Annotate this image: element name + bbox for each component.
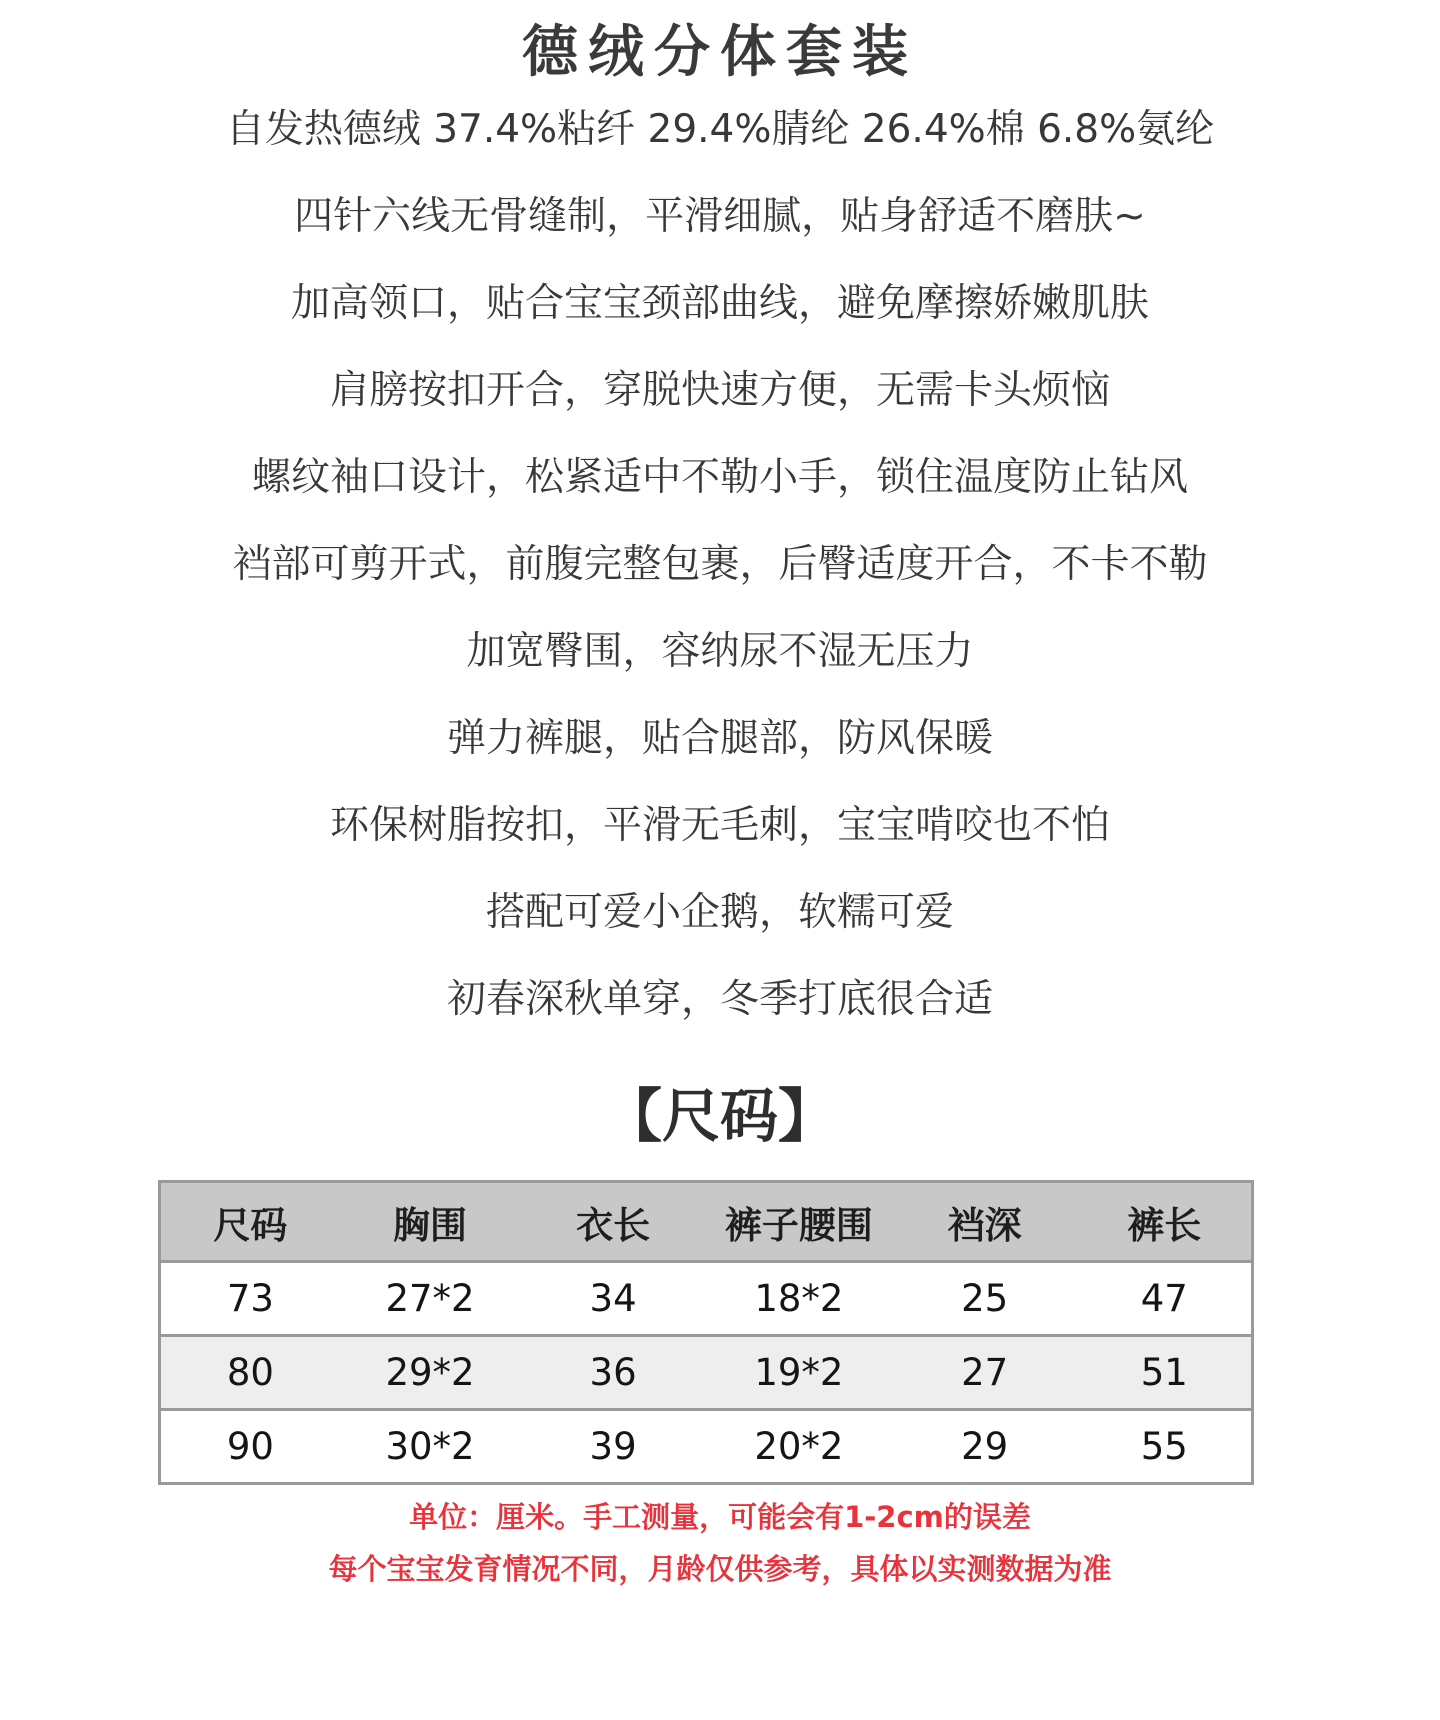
feature-item: 初春深秋单穿，冬季打底很合适 (446, 977, 993, 1022)
table-cell: 55 (1140, 1425, 1188, 1468)
column-header-waist: 裤子腰围 (724, 1203, 873, 1247)
feature-item: 环保树脂按扣，平滑无毛刺，宝宝啃咬也不怕 (329, 803, 1110, 848)
table-cell: 27*2 (385, 1277, 475, 1320)
table-cell: 27 (961, 1351, 1009, 1394)
table-cell: 20*2 (754, 1425, 844, 1468)
table-cell: 19*2 (754, 1351, 844, 1394)
column-header-pants-length: 裤长 (1127, 1203, 1202, 1247)
table-cell: 29 (961, 1425, 1009, 1468)
feature-item: 螺纹袖口设计，松紧适中不勒小手，锁住温度防止钻风 (251, 455, 1188, 500)
feature-item: 裆部可剪开式，前腹完整包裹，后臀适度开合，不卡不勒 (232, 542, 1208, 587)
table-cell: 34 (589, 1277, 637, 1320)
table-cell: 25 (961, 1277, 1009, 1320)
size-heading: 【尺码】 (603, 1082, 836, 1150)
feature-item: 肩膀按扣开合，穿脱快速方便，无需卡头烦恼 (329, 368, 1110, 413)
size-table (158, 1180, 1254, 1485)
table-cell: 18*2 (754, 1277, 844, 1320)
column-header-length: 衣长 (576, 1203, 651, 1247)
feature-item: 四针六线无骨缝制，平滑细腻，贴身舒适不磨肤~ (294, 194, 1146, 239)
feature-list (0, 98, 1440, 1055)
table-row (160, 1410, 1253, 1484)
table-cell: 47 (1140, 1277, 1188, 1320)
table-cell: 73 (226, 1277, 274, 1320)
table-header-row (160, 1182, 1253, 1262)
measurement-note: 单位：厘米。手工测量，可能会有1-2cm的误差 (409, 1500, 1031, 1534)
table-row (160, 1262, 1253, 1336)
column-header-rise: 裆深 (947, 1203, 1022, 1247)
table-cell: 39 (589, 1425, 637, 1468)
page-title: 德绒分体套装 (522, 20, 918, 85)
feature-item: 加高领口，贴合宝宝颈部曲线，避免摩擦娇嫩肌肤 (290, 281, 1149, 326)
feature-item: 搭配可爱小企鹅，软糯可爱 (485, 890, 954, 935)
table-cell: 30*2 (385, 1425, 475, 1468)
table-row (160, 1336, 1253, 1410)
table-cell: 90 (226, 1425, 274, 1468)
feature-item: 弹力裤腿，贴合腿部，防风保暖 (446, 716, 993, 761)
column-header-size: 尺码 (213, 1203, 288, 1247)
feature-item: 自发热德绒 37.4%粘纤 29.4%腈纶 26.4%棉 6.8%氨纶 (225, 107, 1215, 152)
column-header-chest: 胸围 (393, 1203, 468, 1247)
table-cell: 36 (589, 1351, 637, 1394)
table-cell: 29*2 (385, 1351, 475, 1394)
feature-item: 加宽臀围，容纳尿不湿无压力 (466, 629, 974, 674)
age-note: 每个宝宝发育情况不同，月龄仅供参考，具体以实测数据为准 (328, 1552, 1112, 1586)
table-cell: 80 (226, 1351, 274, 1394)
table-cell: 51 (1140, 1351, 1188, 1394)
